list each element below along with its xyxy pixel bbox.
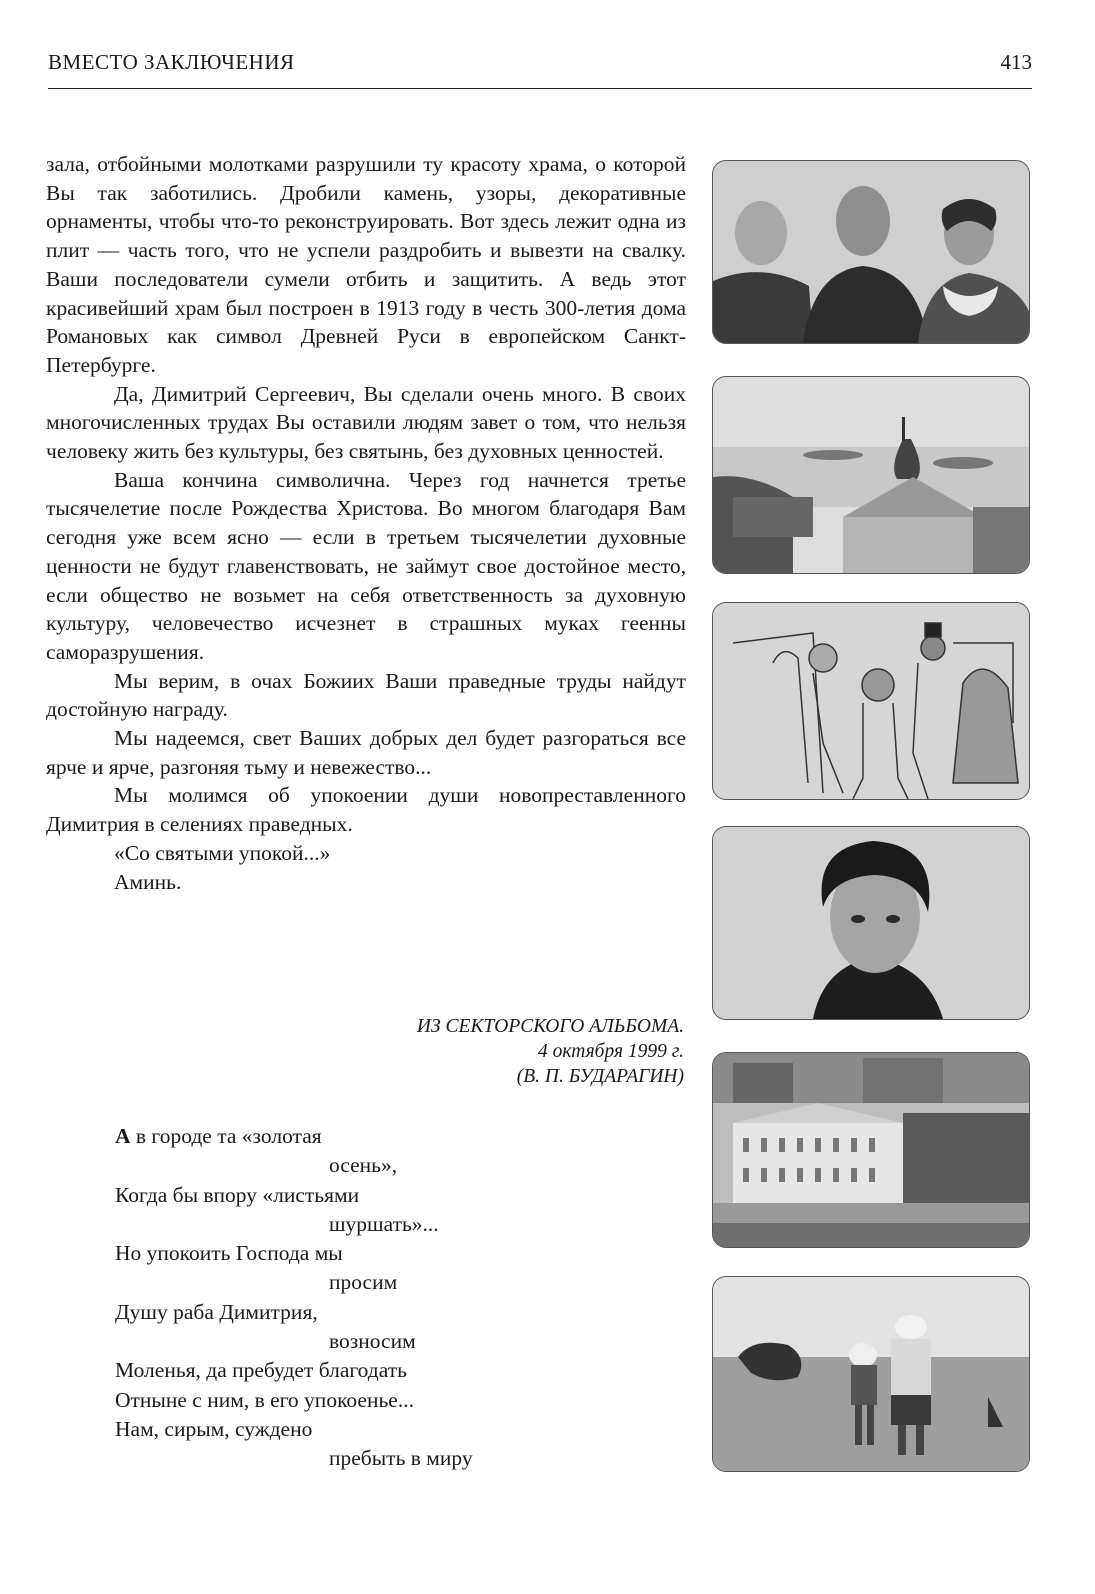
- photo-young-man-portrait: [712, 826, 1030, 1020]
- page-number: 413: [1000, 50, 1032, 74]
- photo-city-view-image: [713, 1053, 1029, 1247]
- photo-family-portrait-image: [713, 161, 1029, 343]
- signature-block: [300, 1014, 684, 1089]
- photo-caricature-drawing-image: [713, 603, 1029, 799]
- header-rule: [48, 88, 1032, 89]
- poem-line: пребыть в миру: [329, 1446, 473, 1471]
- poem-line: шуршать»...: [329, 1211, 439, 1236]
- page-header: [48, 50, 1032, 86]
- poem-first-letter: А: [115, 1124, 131, 1148]
- running-head: ВМЕСТО ЗАКЛЮЧЕНИЯ: [48, 50, 295, 74]
- poem-line: осень»,: [329, 1153, 398, 1178]
- body-text: [46, 150, 686, 896]
- poem-line: Нам, сирым, суждено: [115, 1416, 313, 1441]
- photo-children-seaside: [712, 1276, 1030, 1472]
- photo-church-dome: [712, 376, 1030, 574]
- photo-caricature-drawing: [712, 602, 1030, 800]
- poem-line: возносим: [329, 1329, 416, 1354]
- poem-line: Отныне с ним, в его упокоенье...: [115, 1387, 414, 1412]
- photo-city-view: [712, 1052, 1030, 1248]
- signature-author: (В. П. БУДАРАГИН): [516, 1066, 684, 1087]
- paragraph: «Со святыми упокой...»: [114, 840, 331, 865]
- paragraph: Мы верим, в очах Божиих Ваши праведные труды найдут достойную награду.: [46, 668, 686, 722]
- poem-line: Душу раба Димитрия,: [115, 1299, 318, 1324]
- paragraph: Мы молимся об упокоении души новопреставленного Димитрия в селениях праведных.: [46, 783, 686, 837]
- photo-church-dome-image: [713, 377, 1029, 573]
- paragraph: Ваша кончина символична. Через год начнется третье тысячелетие после Рождества Христова. Во многом благодаря Вам сегодня уже всем ясно — если в третьем тысячелетии духовные ценности не будут главенствовать, не займут свое достойное место, если общество не возьмет на себя ответственность за духовную культуру, человечество исчезнет в страшных муках геенны саморазрушения.: [46, 467, 686, 664]
- poem-line: Когда бы впору «листьями: [115, 1182, 360, 1207]
- poem-line: просим: [329, 1270, 398, 1295]
- poem-line: А в городе та «золотая: [115, 1124, 322, 1148]
- signature-source: ИЗ СЕКТОРСКОГО АЛЬБОМА.: [416, 1016, 684, 1037]
- paragraph: Аминь.: [114, 869, 182, 894]
- poem-line: Моленья, да пребудет благодать: [115, 1358, 407, 1383]
- photo-children-seaside-image: [713, 1277, 1029, 1471]
- paragraph: Мы надеемся, свет Ваших добрых дел будет разгораться все ярче и ярче, разгоняя тьму и невежество...: [46, 726, 686, 779]
- paragraph: зала, отбойными молотками разрушили ту красоту храма, о которой Вы так заботились. Дробили камень, узоры, декоративные орнаменты, чтобы что-то реконструировать. Вот здесь лежит одна из плит — часть того, что не успели раздробить и вывезти на свалку. Ваши последователи сумели отбить и защитить. А ведь этот красивейший храм был построен в 1913 году в честь 300-летия дома Романовых как символ Древней Руси в европейском Санкт-Петербурге.: [46, 152, 686, 377]
- poem: [115, 1122, 615, 1474]
- photo-family-portrait: [712, 160, 1030, 344]
- paragraph: Да, Димитрий Сергеевич, Вы сделали очень много. В своих многочисленных трудах Вы оставили людям завет о том, что нельзя человеку жить без культуры, без святынь, без духовных ценностей.: [46, 381, 686, 464]
- signature-date: 4 октября 1999 г.: [538, 1041, 684, 1062]
- poem-line: Но упокоить Господа мы: [115, 1241, 343, 1266]
- photo-young-man-portrait-image: [713, 827, 1029, 1019]
